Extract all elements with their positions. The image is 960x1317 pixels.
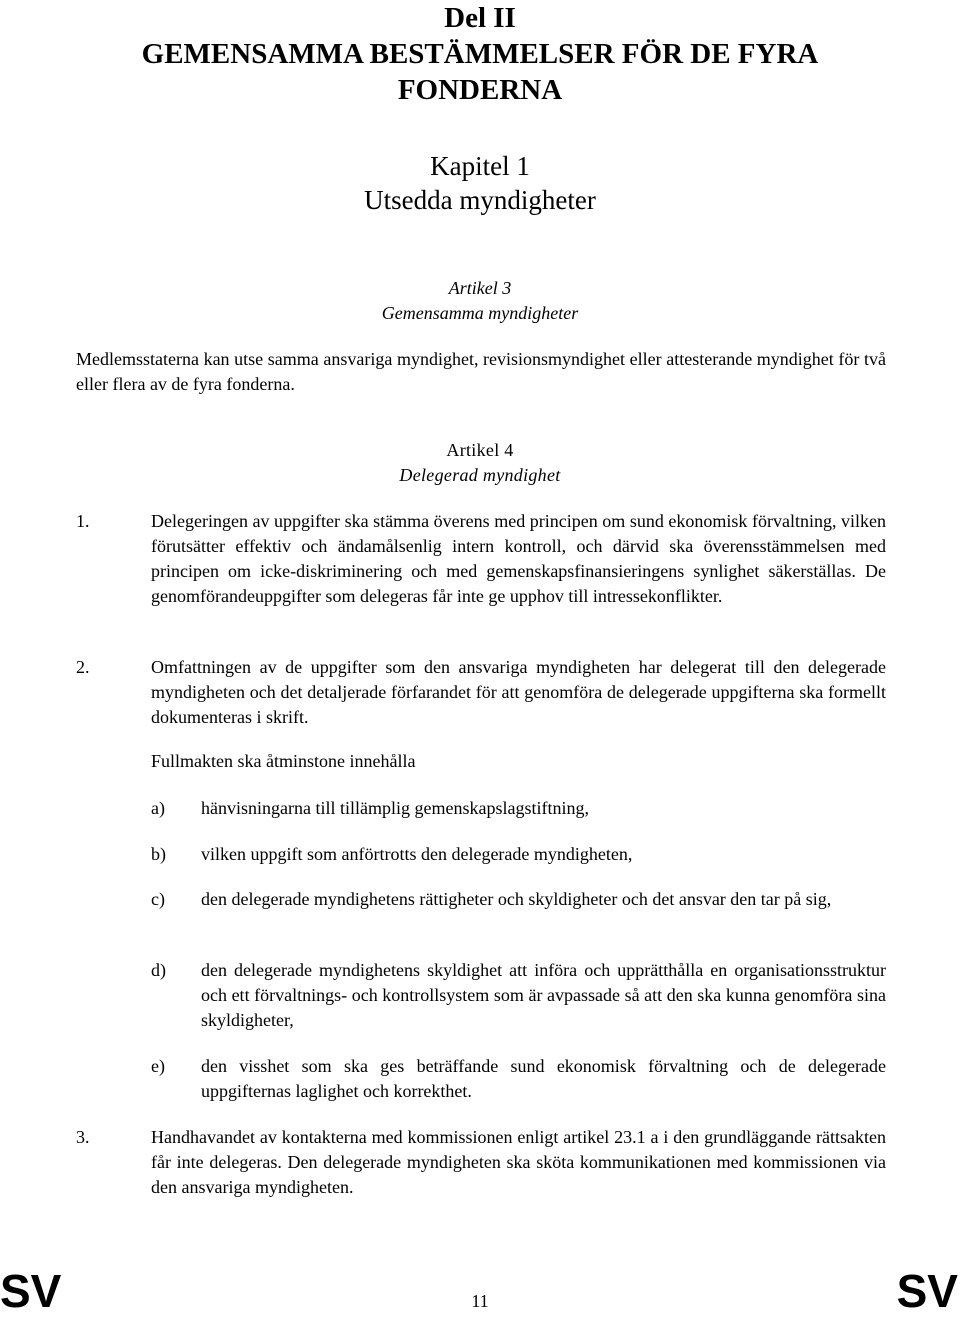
chapter-heading <box>0 149 960 217</box>
paragraph-text: Omfattningen av de uppgifter som den ansvariga myndigheten har delegerat till den delegerade myndigheten och det detaljerade förfarandet för att genomföra de delegerade uppgifterna ska formellt dokumenteras i skrift. <box>151 657 886 727</box>
mandate-intro: Fullmakten ska åtminstone innehålla <box>151 751 416 771</box>
list-text: vilken uppgift som anförtrotts den delegerade myndigheten, <box>201 844 633 864</box>
chapter-number: Kapitel 1 <box>430 151 530 181</box>
list-label: d) <box>151 960 166 980</box>
list-label: c) <box>151 889 165 909</box>
page-number: 11 <box>471 1291 489 1311</box>
paragraph-1 <box>76 509 886 634</box>
list-text: den delegerade myndighetens skyldighet att införa och upprätthålla en organisationsstruktur och ett förvaltnings- och kontrollsystem som är avpassade så att den ska kunna genomföra sina skyldigheter, <box>201 960 886 1030</box>
article-3-title: Gemensamma myndigheter <box>381 303 579 323</box>
list-text: hänvisningarna till tillämplig gemenskapslagstiftning, <box>201 798 589 818</box>
list-label: e) <box>151 1056 165 1076</box>
part-title-line-2: FONDERNA <box>397 74 563 106</box>
paragraph-text: Handhavandet av kontakterna med kommissionen enligt artikel 23.1 a i den grundläggande rättsakten får inte delegeras. Den delegerade myndigheten ska sköta kommunikationen med kommissionen via den ansvariga myndigheten. <box>151 1127 886 1197</box>
paragraph-2 <box>76 655 886 730</box>
language-code-left: SV <box>0 1265 62 1317</box>
paragraph-number: 1. <box>76 511 90 531</box>
article-4-title: Delegerad myndighet <box>399 465 561 485</box>
article-3-text: Medlemsstaterna kan utse samma ansvariga myndighet, revisionsmyndighet eller attesterande myndighet för två eller flera av de fyra fonderna. <box>76 349 886 394</box>
article-4-heading <box>0 438 960 488</box>
list-text: den visshet som ska ges beträffande sund ekonomisk förvaltning och de delegerade uppgifternas laglighet och korrekthet. <box>201 1056 886 1101</box>
article-4-number: Artikel 4 <box>446 440 514 460</box>
paragraph-number: 3. <box>76 1127 90 1147</box>
paragraph-number: 2. <box>76 657 90 677</box>
article-3-heading <box>0 276 960 326</box>
paragraph-text: Delegeringen av uppgifter ska stämma överens med principen om sund ekonomisk förvaltning, vilken förutsätter effektiv och ändamålsenlig intern kontroll, och därvid ska överensstämmelsen med principen om icke-diskriminering och med gemenskapsfinansieringens synlighet säkerställas. De genomförandeuppgifter som delegeras får inte ge upphov till intressekonflikter. <box>151 511 886 606</box>
part-heading <box>0 0 960 108</box>
list-text: den delegerade myndighetens rättigheter och skyldigheter och det ansvar den tar på sig, <box>201 889 832 909</box>
paragraph-3 <box>76 1125 886 1200</box>
chapter-title: Utsedda myndigheter <box>364 185 596 215</box>
list-label: a) <box>151 798 165 818</box>
article-3-number: Artikel 3 <box>448 278 512 298</box>
list-label: b) <box>151 844 166 864</box>
part-title-line-1: GEMENSAMMA BESTÄMMELSER FÖR DE FYRA <box>141 38 819 70</box>
part-number: Del II <box>444 2 516 34</box>
language-code-right: SV <box>896 1265 958 1317</box>
